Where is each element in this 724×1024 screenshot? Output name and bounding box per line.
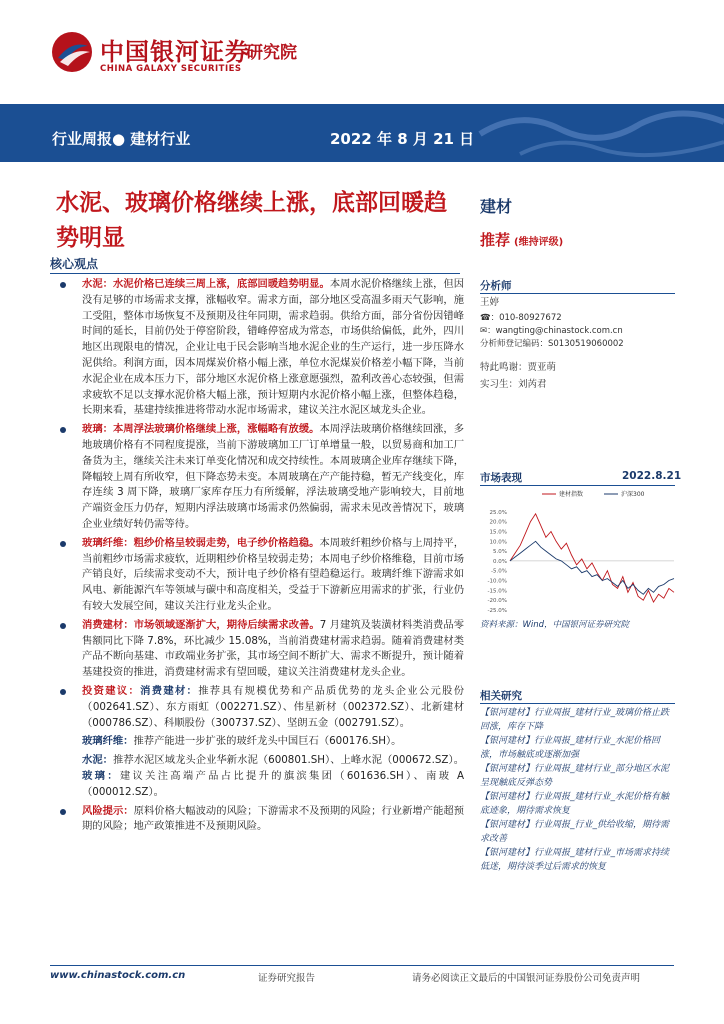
contributor-label: 特此鸣谢： xyxy=(480,362,528,373)
core-view-paragraph xyxy=(56,618,464,681)
core-view-paragraph xyxy=(56,684,464,731)
core-view-paragraph xyxy=(56,734,464,750)
bullet-icon xyxy=(60,689,66,695)
analyst-phone: ☎：010-80927672 xyxy=(480,313,562,323)
rating-note: (维持评级) xyxy=(514,237,564,248)
market-divider xyxy=(480,485,675,486)
market-performance-chart xyxy=(480,488,678,616)
core-view-paragraph xyxy=(56,536,464,615)
related-heading: 相关研究 xyxy=(480,690,522,702)
related-report-link[interactable]: 【银河建材】行业周报_建材行业_水泥价格有触底迹象，期待需求恢复 xyxy=(480,792,670,816)
paragraph-text: 推荐水泥区域龙头企业华新水泥（600801.SH）、上峰水泥（000672.SZ）。 xyxy=(113,754,465,767)
paragraph-lead: 消费建材：市场领域逐渐扩大，期待后续需求改善。 xyxy=(82,618,320,631)
legend-label: 沪深300 xyxy=(621,491,645,498)
footer-site-link[interactable]: www.chinastock.com.cn xyxy=(50,970,186,981)
y-tick-label: 5.0% xyxy=(493,549,507,556)
bullet-icon xyxy=(60,541,66,547)
y-tick-label: -15.0% xyxy=(487,588,507,595)
paragraph-text: 本周浮法玻璃价格继续回涨，多地玻璃价格有不同程度提涨，当前下游玻璃加工厂订单增量一般，以贸易商和加工厂备货为主，继续关注未来订单变化情况和成交持续性。本周玻璃企业库存继续下降，降幅较上周有所收窄，但下降态势未变。本周玻璃在产产能持稳，暂无产线变化，库存连续 3 周下降，玻璃厂家库存压力有所缓解，浮法玻璃受地产影响较大，目前地产端资金压力仍存，短期内浮法玻璃市场需求仍然偏弱，需求未见改善情况下，玻璃企业业绩好转仍需等待。 xyxy=(82,423,465,530)
paragraph-text: 本周水泥价格继续上涨，但因没有足够的市场需求支撑，涨幅收窄。需求方面，部分地区受高温多雨天气影响，施工受阻，整体市场恢复不及预期及往年同期，需求趋弱。供给方面，部分省份因错峰时间的延长，目前仍处于停窑阶段，错峰停窑成为常态，市场供给偏低，此外，四川地区出现限电的情况，企业让电于民会影响当地水泥企业的生产运行，进一步压降水泥供给。利润方面，因本周煤炭价格小幅上涨，单位水泥煤炭价格差小幅下降，当前水泥企业在成本压力下，部分地区水泥价格上涨意愿强烈，盈利改善心态较强，但需求疲软不足以支撑水泥价格大幅上涨，预计短期内水泥价格小幅上涨，但整体趋稳，长期来看，基建持续推进将带动水泥市场需求，建议关注水泥区域龙头企业。 xyxy=(82,278,465,417)
y-tick-label: 20.0% xyxy=(489,519,507,526)
related-report-link[interactable]: 【银河建材】行业周报_建材行业_市场需求持续低迷，期待淡季过后需求的恢复 xyxy=(480,848,670,872)
bullet-icon xyxy=(60,623,66,629)
paragraph-lead: 水泥：水泥价格已连续三周上涨，底部回暖趋势明显。 xyxy=(82,278,330,290)
y-tick-label: 0.0% xyxy=(493,558,507,565)
footer-report-type: 证券研究报告 xyxy=(258,973,316,984)
report-date: 2022 年 8 月 21 日 xyxy=(330,130,475,148)
paragraph-lead: 玻璃纤维： xyxy=(82,735,134,748)
y-tick-label: -10.0% xyxy=(487,578,507,585)
company-name-en: CHINA GALAXY SECURITIES xyxy=(100,64,242,74)
legend-label: 建材指数 xyxy=(559,491,584,498)
y-tick-label: 15.0% xyxy=(489,529,507,536)
paragraph-lead: 投资建议： xyxy=(82,684,141,697)
y-tick-label: -20.0% xyxy=(487,598,507,605)
footer-divider xyxy=(50,965,674,966)
paragraph-lead: 玻璃纤维：粗纱价格呈较弱走势，电子纱价格趋稳。 xyxy=(82,536,320,549)
bullet-icon xyxy=(60,282,66,288)
assistant-line xyxy=(480,378,547,392)
related-report-link[interactable]: 【银河建材】行业周报_建材行业_玻璃价格止跌回涨，库存下降 xyxy=(480,708,670,732)
paragraph-lead: 玻璃：本周浮法玻璃价格继续上涨，涨幅略有放缓。 xyxy=(82,423,320,436)
contributor-line xyxy=(480,361,556,375)
series-line-1 xyxy=(510,541,674,594)
paragraph-lead: 风险提示： xyxy=(82,804,134,817)
paragraph-lead: 水泥： xyxy=(82,754,114,767)
y-tick-label: 10.0% xyxy=(489,539,507,546)
section-divider xyxy=(50,273,460,274)
assistant-name: 刘芮君 xyxy=(518,379,547,390)
chart-source: 资料来源：Wind，中国银河证券研究院 xyxy=(480,620,630,630)
related-report-link[interactable]: 【银河建材】行业周报_行业_供给收缩，期待需求改善 xyxy=(480,820,670,844)
company-name-cn: 中国银河证券 xyxy=(100,38,250,66)
y-tick-label: 25.0% xyxy=(489,509,507,516)
rating-label xyxy=(480,229,563,250)
market-heading: 市场表现 xyxy=(480,472,522,484)
paragraph-text: 建议关注高端产品占比提升的旗滨集团（601636.SH）、南玻 A（000012.SZ）。 xyxy=(82,769,464,798)
footer-disclaimer: 请务必阅读正文最后的中国银河证券股份公司免责声明 xyxy=(412,973,641,984)
section-heading: 核心观点 xyxy=(50,257,99,271)
paragraph-text: 本周玻纤粗纱价格与上周持平，当前粗纱市场需求疲软，近期粗纱价格呈较弱走势；本周电子纱价格维稳，目前市场产销良好，后续需求变动不大，预计电子纱价格有望趋稳运行。玻璃纤维下游需求如风电、新能源汽车等领域与碳中和高度相关，受益于下游新应用需求的扩张，行业仍有较大发展空间，建议关注行业龙头企业。 xyxy=(82,536,465,612)
related-report-link[interactable]: 【银河建材】行业周报_建材行业_部分地区水泥呈现触底反弹态势 xyxy=(480,764,670,788)
bullet-icon xyxy=(60,427,66,433)
analyst-divider xyxy=(480,293,675,294)
institute-label: 研究院 xyxy=(246,43,297,63)
paragraph-text: 推荐产能进一步扩张的玻纤龙头中国巨石（600176.SH）。 xyxy=(133,735,402,748)
assistant-label: 实习生： xyxy=(480,379,519,390)
galaxy-logo-icon xyxy=(50,30,94,74)
paragraph-sublead: 消费建材： xyxy=(140,684,199,697)
report-body xyxy=(56,277,464,838)
core-view-paragraph xyxy=(56,422,464,533)
analyst-name: 王婷 xyxy=(480,297,500,308)
analyst-email[interactable]: ✉：wangting@chinastock.com.cn xyxy=(480,326,623,336)
contributor-name: 贾亚萌 xyxy=(527,362,557,373)
market-date: 2022.8.21 xyxy=(622,470,682,482)
related-divider xyxy=(480,703,675,704)
related-report-link[interactable]: 【银河建材】行业周报_建材行业_水泥价格回涨，市场触底或逐渐加强 xyxy=(480,736,661,760)
related-list xyxy=(480,706,675,874)
y-tick-label: -5.0% xyxy=(491,568,507,575)
bullet-icon xyxy=(60,809,66,815)
report-category: 行业周报● 建材行业 xyxy=(52,130,191,148)
rating-value: 推荐 xyxy=(480,231,511,249)
core-view-paragraph xyxy=(56,277,464,419)
y-tick-label: -25.0% xyxy=(487,608,507,614)
analyst-heading: 分析师 xyxy=(480,280,512,292)
paragraph-sublead: 玻璃： xyxy=(82,769,120,782)
analyst-cert: 分析师登记编码：S0130519060002 xyxy=(480,339,624,349)
industry-label: 建材 xyxy=(480,197,513,216)
paragraph-text: 推荐具有规模优势和产品质优势的龙头企业公元股份（002641.SZ）、东方雨虹（002271.SZ）、伟星新材（002372.SZ）、北新建材（000786.SZ）、科顺股份（300737.SZ）、坚朗五金（002791.SZ）。 xyxy=(82,684,465,729)
report-title: 水泥、玻璃价格继续上涨，底部回暖趋势明显 xyxy=(56,190,447,251)
core-view-paragraph xyxy=(56,804,464,836)
core-view-paragraph xyxy=(56,753,464,800)
paragraph-text: 原料价格大幅波动的风险；下游需求不及预期的风险；行业新增产能超预期的风险；地产政策推进不及预期风险。 xyxy=(82,804,465,833)
paragraph-text: 7 月建筑及装潢材料类消费品零售额同比下降 7.8%，环比减少 15.08%，当前消费建材需求趋弱。随着消费建材类产品不断向基建、市政端业务扩张，其市场空间不断扩大、需求不断提升，预计随着基建投资的推进，消费建材需求有望回暖，建议关注消费建材龙头企业。 xyxy=(82,618,465,679)
